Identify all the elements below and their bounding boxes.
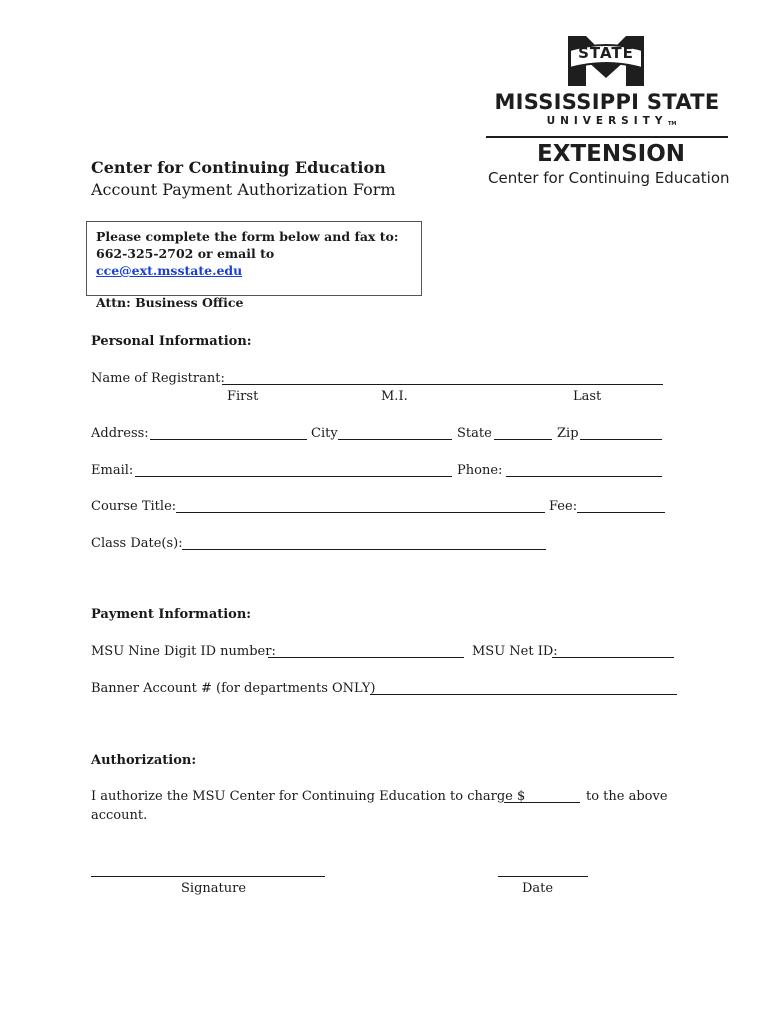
authorization-text-line2: account. [91, 808, 148, 823]
name-field[interactable] [222, 384, 663, 385]
email-label: Email: [91, 463, 134, 478]
banner-account-label: Banner Account # (for departments ONLY) [91, 681, 376, 696]
city-label: City [311, 426, 338, 441]
fax-number-text: 662-325-2702 or email to [96, 246, 275, 261]
state-label: State [457, 426, 492, 441]
banner-account-field[interactable] [370, 694, 677, 695]
address-label: Address: [91, 426, 149, 441]
logo-divider [486, 136, 728, 138]
email-link[interactable]: cce@ext.msstate.edu [96, 263, 243, 278]
attn-text: Attn: Business Office [96, 295, 244, 310]
personal-info-heading: Personal Information: [91, 334, 252, 349]
net-id-label: MSU Net ID: [472, 644, 558, 659]
first-name-caption: First [227, 389, 259, 404]
charge-amount-field[interactable] [504, 802, 580, 803]
logo-badge-text: STATE [578, 44, 634, 62]
logo-extension: EXTENSION [537, 141, 686, 167]
instructions-line2 [96, 245, 412, 279]
instructions-box [86, 221, 422, 310]
mi-caption: M.I. [381, 389, 408, 404]
authorization-heading: Authorization: [91, 753, 197, 768]
net-id-field[interactable] [552, 657, 674, 658]
logo-university-name: MISSISSIPPI STATE [494, 90, 720, 114]
state-field[interactable] [494, 439, 552, 440]
date-field[interactable] [498, 876, 588, 877]
date-caption: Date [522, 881, 554, 896]
logo-trademark: TM [668, 121, 677, 127]
payment-info-heading: Payment Information: [91, 607, 252, 622]
address-field[interactable] [150, 439, 307, 440]
authorization-text-prefix: I authorize the MSU Center for Continuing Education to charge $ [91, 789, 526, 804]
course-title-field[interactable] [176, 512, 545, 513]
phone-label: Phone: [457, 463, 503, 478]
logo-university-word: UNIVERSITY [546, 115, 668, 127]
course-title-label: Course Title: [91, 499, 177, 514]
class-dates-field[interactable] [182, 549, 546, 550]
city-field[interactable] [338, 439, 452, 440]
class-dates-label: Class Date(s): [91, 536, 183, 551]
form-title: Center for Continuing Education [91, 158, 386, 177]
signature-caption: Signature [181, 881, 247, 896]
signature-field[interactable] [91, 876, 325, 877]
email-field[interactable] [135, 476, 452, 477]
last-name-caption: Last [573, 389, 602, 404]
zip-field[interactable] [580, 439, 662, 440]
zip-label: Zip [557, 426, 579, 441]
msu-id-label: MSU Nine Digit ID number: [91, 644, 276, 659]
logo-center-name: Center for Continuing Education [488, 169, 730, 187]
fee-label: Fee: [549, 499, 578, 514]
phone-field[interactable] [506, 476, 662, 477]
name-label: Name of Registrant: [91, 371, 225, 386]
msu-id-field[interactable] [268, 657, 464, 658]
authorization-text-suffix: to the above [586, 789, 668, 804]
instructions-line1: Please complete the form below and fax to: [96, 229, 399, 244]
form-subtitle: Account Payment Authorization Form [91, 180, 396, 199]
fee-field[interactable] [577, 512, 665, 513]
